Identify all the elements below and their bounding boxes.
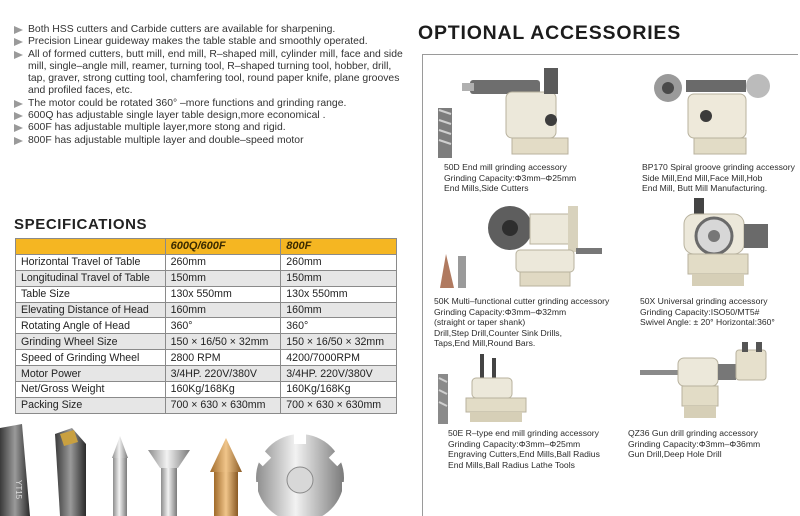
accessory-name: 50D End mill grinding accessory bbox=[444, 162, 567, 172]
feature-item bbox=[14, 122, 406, 134]
bullet-arrow-icon bbox=[14, 124, 28, 132]
accessory-qz36 bbox=[628, 428, 760, 460]
accessory-line: Side Mill,End Mill,Face Mill,Hob bbox=[642, 172, 763, 183]
table-row bbox=[16, 382, 397, 398]
spec-value-800: 3/4HP. 220V/380V bbox=[281, 366, 397, 382]
spec-value-800: 4200/7000RPM bbox=[281, 350, 397, 366]
accessory-line: Grinding Capacity:Φ3mm–Φ36mm bbox=[628, 438, 761, 449]
tool-engraving: YT15 bbox=[14, 480, 23, 500]
accessory-name: 50K Multi–functional cutter grinding accessory bbox=[434, 296, 610, 306]
feature-item bbox=[14, 36, 406, 48]
spec-label: Net/Gross Weight bbox=[16, 382, 166, 398]
table-row bbox=[16, 334, 397, 350]
table-row bbox=[16, 270, 397, 286]
spec-value-600: 2800 RPM bbox=[165, 350, 281, 366]
accessory-50k bbox=[434, 296, 609, 349]
feature-item bbox=[14, 49, 406, 98]
accessory-line: Engraving Cutters,End Mills,Ball Radius bbox=[448, 449, 600, 460]
accessory-line: End Mills,Ball Radius Lathe Tools bbox=[448, 459, 575, 470]
accessory-50x-photo bbox=[666, 196, 782, 290]
feature-list bbox=[14, 24, 406, 147]
spec-value-600: 160Kg/168Kg bbox=[165, 382, 281, 398]
accessory-line: Taps,End Mill,Round Bars. bbox=[434, 338, 536, 349]
spec-header-row bbox=[16, 239, 397, 255]
feature-item bbox=[14, 135, 406, 147]
spec-value-800: 700 × 630 × 630mm bbox=[281, 397, 397, 413]
accessory-50x bbox=[640, 296, 775, 328]
bullet-arrow-icon bbox=[14, 112, 28, 120]
accessory-line: Grinding Capacity:Φ3mm–Φ25mm bbox=[448, 438, 581, 449]
spec-label: Longitudinal Travel of Table bbox=[16, 270, 166, 286]
boring-tool-icon bbox=[55, 428, 86, 516]
accessory-50d bbox=[444, 162, 576, 194]
spec-value-600: 260mm bbox=[165, 254, 281, 270]
table-row bbox=[16, 397, 397, 413]
accessory-name: BP170 Spiral groove grinding accessory bbox=[642, 162, 795, 172]
spec-value-800: 160Kg/168Kg bbox=[281, 382, 397, 398]
feature-text: 800F has adjustable multiple layer and double–speed motor bbox=[28, 134, 304, 146]
spec-value-600: 360° bbox=[165, 318, 281, 334]
spec-value-600: 150 × 16/50 × 32mm bbox=[165, 334, 281, 350]
spec-header-blank bbox=[16, 239, 166, 255]
spec-label: Motor Power bbox=[16, 366, 166, 382]
accessory-name: 50E R–type end mill grinding accessory bbox=[448, 428, 599, 438]
table-row bbox=[16, 366, 397, 382]
accessory-name: QZ36 Gun drill grinding accessory bbox=[628, 428, 758, 438]
accessory-50d-photo bbox=[436, 62, 606, 160]
spec-value-800: 160mm bbox=[281, 302, 397, 318]
table-row bbox=[16, 286, 397, 302]
spec-value-800: 150 × 16/50 × 32mm bbox=[281, 334, 397, 350]
table-row bbox=[16, 318, 397, 334]
accessory-line: Grinding Capacity:ISO50/MT5# bbox=[640, 306, 760, 317]
spec-header-800: 800F bbox=[281, 239, 397, 255]
spec-label: Elevating Distance of Head bbox=[16, 302, 166, 318]
bullet-arrow-icon bbox=[14, 51, 28, 59]
accessories-title: OPTIONAL ACCESSORIES bbox=[418, 22, 682, 44]
feature-text: The motor could be rotated 360° –more functions and grinding range. bbox=[28, 97, 347, 109]
turning-tool-icon bbox=[0, 424, 30, 516]
spec-label: Horizontal Travel of Table bbox=[16, 254, 166, 270]
feature-item bbox=[14, 24, 406, 36]
spec-value-800: 260mm bbox=[281, 254, 397, 270]
feature-text: 600Q has adjustable single layer table design,more economical . bbox=[28, 110, 326, 122]
spec-value-800: 150mm bbox=[281, 270, 397, 286]
accessory-50e-photo bbox=[436, 350, 546, 426]
accessory-50e bbox=[448, 428, 600, 470]
accessory-line: Gun Drill,Deep Hole Drill bbox=[628, 449, 722, 460]
spec-label: Rotating Angle of Head bbox=[16, 318, 166, 334]
spec-value-600: 3/4HP. 220V/380V bbox=[165, 366, 281, 382]
dovetail-cutter-icon bbox=[148, 450, 190, 516]
specifications-title: SPECIFICATIONS bbox=[14, 216, 148, 233]
engraving-cutter-icon bbox=[112, 436, 128, 516]
spec-value-800: 360° bbox=[281, 318, 397, 334]
accessory-line: Swivel Angle: ± 20° Horizontal:360° bbox=[640, 317, 775, 328]
accessory-bp170-photo bbox=[646, 60, 786, 160]
accessory-line: Grinding Capacity:Φ3mm–Φ32mm bbox=[434, 306, 567, 317]
cutter-tools-photo bbox=[0, 420, 400, 516]
accessory-name: 50X Universal grinding accessory bbox=[640, 296, 768, 306]
feature-text: Precision Linear guideway makes the table stable and smoothly operated. bbox=[28, 36, 368, 48]
table-row bbox=[16, 350, 397, 366]
accessory-line: (straight or taper shank) bbox=[434, 317, 526, 328]
spec-value-600: 160mm bbox=[165, 302, 281, 318]
feature-text: Both HSS cutters and Carbide cutters are available for sharpening. bbox=[28, 24, 336, 35]
accessory-qz36-photo bbox=[638, 340, 788, 422]
feature-item bbox=[14, 110, 406, 122]
spec-value-600: 130x 550mm bbox=[165, 286, 281, 302]
accessory-line: Drill,Step Drill,Counter Sink Drills, bbox=[434, 327, 562, 338]
bullet-arrow-icon bbox=[14, 38, 28, 46]
bullet-arrow-icon bbox=[14, 100, 28, 108]
accessory-50k-photo bbox=[436, 198, 608, 290]
feature-item bbox=[14, 98, 406, 110]
accessory-line: Grinding Capacity:Φ3mm–Φ25mm bbox=[444, 172, 577, 183]
spec-label: Packing Size bbox=[16, 397, 166, 413]
countersink-cutter-icon bbox=[210, 438, 242, 516]
form-cutter-icon bbox=[244, 430, 356, 516]
spec-label: Table Size bbox=[16, 286, 166, 302]
feature-text: 600F has adjustable multiple layer,more stong and rigid. bbox=[28, 122, 286, 134]
accessory-line: End Mills,Side Cutters bbox=[444, 183, 529, 194]
table-row bbox=[16, 302, 397, 318]
specifications-table bbox=[15, 238, 397, 414]
spec-label: Grinding Wheel Size bbox=[16, 334, 166, 350]
bullet-arrow-icon bbox=[14, 137, 28, 145]
accessory-line: End Mill, Butt Mill Manufacturing. bbox=[642, 183, 768, 194]
spec-value-600: 150mm bbox=[165, 270, 281, 286]
table-row bbox=[16, 254, 397, 270]
spec-header-600: 600Q/600F bbox=[165, 239, 281, 255]
spec-value-800: 130x 550mm bbox=[281, 286, 397, 302]
bullet-arrow-icon bbox=[14, 26, 28, 34]
spec-value-600: 700 × 630 × 630mm bbox=[165, 397, 281, 413]
feature-text: All of formed cutters, butt mill, end mill, R–shaped mill, cylinder mill, face and side mill, single–angle mill, reamer, turning tool, R–shaped turning tool, hobber, drill, tap, graver, strong cutting tool, chamfering tool, round paper knife, plane grooves and profiled faces, etc. bbox=[28, 48, 403, 97]
accessory-bp170 bbox=[642, 162, 795, 194]
spec-label: Speed of Grinding Wheel bbox=[16, 350, 166, 366]
